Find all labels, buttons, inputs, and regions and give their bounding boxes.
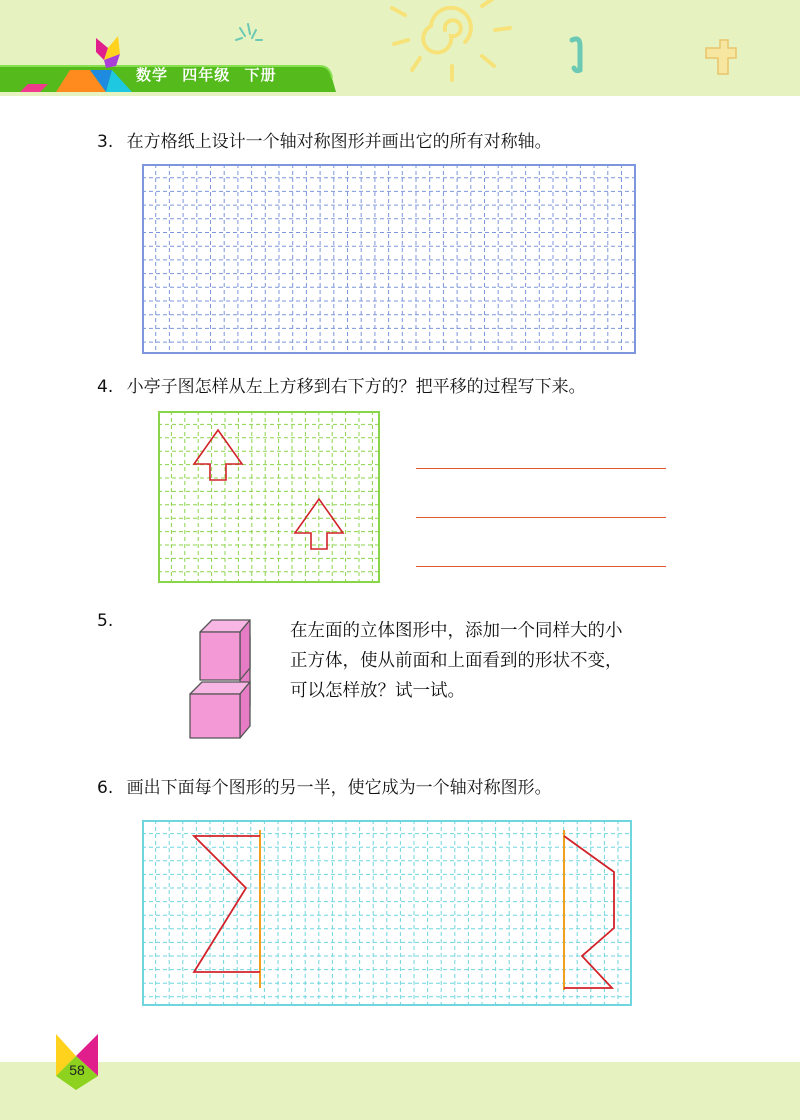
page-number: 58 bbox=[69, 1062, 85, 1078]
digit-one-icon bbox=[572, 39, 580, 71]
grid-paper-cyan[interactable] bbox=[142, 820, 632, 1006]
question-4-text: 小亭子图怎样从左上方移到右下方的？把平移的过程写下来。 bbox=[126, 377, 586, 397]
question-6-text: 画出下面每个图形的另一半，使它成为一个轴对称图形。 bbox=[126, 778, 552, 798]
question-4 bbox=[97, 374, 586, 400]
plus-icon bbox=[706, 40, 736, 74]
header-subject: 数学 bbox=[136, 66, 169, 84]
answer-line-2[interactable] bbox=[416, 517, 666, 518]
question-5-line-1: 在左面的立体图形中，添加一个同样大的小 bbox=[290, 621, 623, 641]
footer-band bbox=[0, 1062, 800, 1120]
cube-stack-figure bbox=[186, 618, 268, 744]
grid-paper-blue[interactable] bbox=[142, 164, 636, 354]
answer-line-3[interactable] bbox=[416, 566, 666, 567]
header-volume: 下册 bbox=[244, 66, 277, 84]
sparkle-icon bbox=[236, 24, 262, 40]
question-3-number: 3. bbox=[97, 132, 114, 152]
header-grade: 四年级 bbox=[182, 66, 231, 84]
half-figure-right bbox=[564, 836, 614, 988]
question-5-line-2: 正方体，使从前面和上面看到的形状不变， bbox=[290, 651, 623, 671]
grid-paper-green bbox=[158, 411, 380, 583]
question-4-number: 4. bbox=[97, 377, 114, 397]
question-5-number: 5. bbox=[97, 611, 114, 631]
question-3 bbox=[97, 129, 552, 155]
question-3-text: 在方格纸上设计一个轴对称图形并画出它的所有对称轴。 bbox=[126, 132, 552, 152]
sun-icon bbox=[392, 0, 510, 80]
answer-line-1[interactable] bbox=[416, 468, 666, 469]
half-figure-left bbox=[194, 836, 260, 972]
header-decoration bbox=[0, 0, 800, 100]
question-6-number: 6. bbox=[97, 778, 114, 798]
question-6 bbox=[97, 775, 552, 801]
question-5-text bbox=[290, 616, 730, 706]
header-title bbox=[136, 64, 277, 85]
question-5-line-3: 可以怎样放？试一试。 bbox=[290, 681, 465, 701]
